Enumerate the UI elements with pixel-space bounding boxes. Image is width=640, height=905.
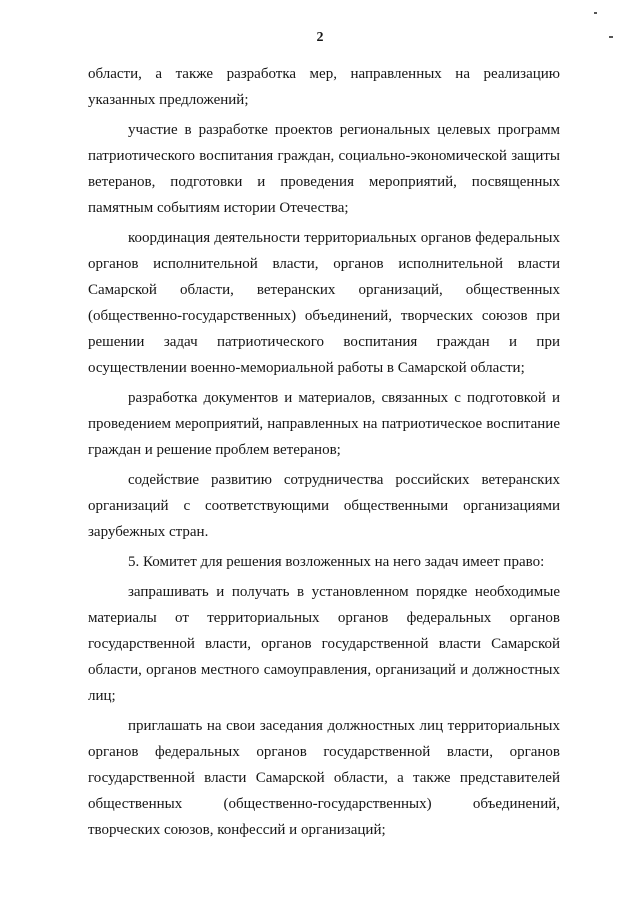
paragraph: содействие развитию сотрудничества российских ветеранских организаций с соответствующими общественными организациями зарубежных стран.	[88, 472, 560, 540]
document-body	[88, 61, 560, 843]
paragraph: приглашать на свои заседания должностных лиц территориальных органов федеральных органов государственной власти, органов государственной власти Самарской области, а также представителей общественных (общественно-государственных) объединений, творческих союзов, конфессий и организаций;	[88, 718, 560, 838]
paragraph-continuation: области, а также разработка мер, направленных на реализацию указанных предложений;	[88, 66, 560, 108]
paragraph: запрашивать и получать в установленном порядке необходимые материалы от территориальных органов федеральных органов государственной власти, органов государственной власти Самарской области, органов местного самоуправления, организаций и должностных лиц;	[88, 584, 560, 704]
paragraph: координация деятельности территориальных органов федеральных органов исполнительной власти, органов исполнительной власти Самарской области, ветеранских организаций, общественных (общественно-государственных) объединений, творческих союзов при решении задач патриотического воспитания граждан и при осуществлении военно-мемориальной работы в Самарской области;	[88, 230, 560, 376]
paragraph: участие в разработке проектов региональных целевых программ патриотического воспитания граждан, социально-экономической защиты ветеранов, подготовки и проведения мероприятий, посвященных памятным событиям истории Отечества;	[88, 122, 560, 216]
paragraph: разработка документов и материалов, связанных с подготовкой и проведением мероприятий, направленных на патриотическое воспитание граждан и решение проблем ветеранов;	[88, 390, 560, 458]
section-heading-5: 5. Комитет для решения возложенных на него задач имеет право:	[128, 554, 545, 570]
page-number: 2	[316, 30, 324, 45]
scan-artifact	[594, 12, 597, 14]
